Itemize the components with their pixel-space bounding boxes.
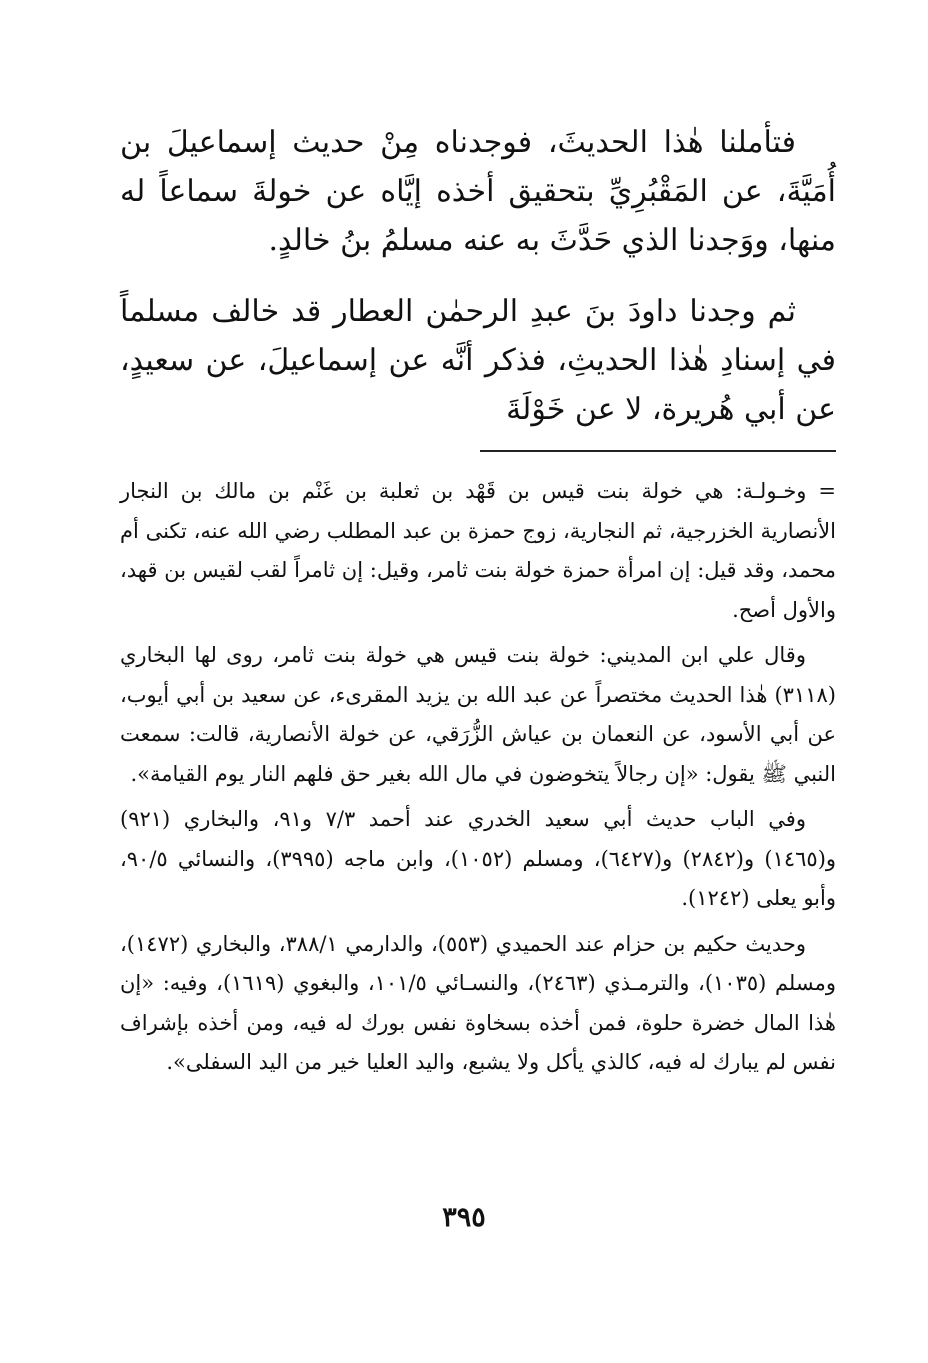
main-paragraph-1: فتأملنا هٰذا الحديثَ، فوجدناه مِنْ حديث إسماعيلَ بن أُمَيَّةَ، عن المَقْبُرِيِّ بتحقيق أخذه إيَّاه عن خولةَ سماعاً له منها، ووَجدنا الذي حَدَّثَ به عنه مسلمُ بنُ خالدٍ. (120, 125, 836, 258)
page-number: ٣٩٥ (442, 1202, 486, 1233)
footnote-separator (480, 450, 836, 452)
footnote-paragraph-1: = وخـولـة: هي خولة بنت قيس بن قَهْد بن ثعلبة بن غَنْم بن مالك بن النجار الأنصارية الخزرجية، ثم النجارية، زوج حمزة بن عبد المطلب رضي الله عنه، تكنى أم محمد، وقد قيل: إن امرأة حمزة خولة بنت ثامر، وقيل: إن ثامراً لقب لقيس بن قهد، والأول أصح. (120, 479, 836, 622)
footnote-paragraph-3: وفي الباب حديث أبي سعيد الخدري عند أحمد ٧/٣ و٩١، والبخاري (٩٢١) و(١٤٦٥) و(٢٨٤٢) و(٦٤٢٧)، ومسلم (١٠٥٢)، وابن ماجه (٣٩٩٥)، والنسائي ٩٠/٥، وأبو يعلى (١٢٤٢). (120, 807, 837, 910)
footnote-paragraph-4: وحديث حكيم بن حزام عند الحميدي (٥٥٣)، والدارمي ٣٨٨/١، والبخاري (١٤٧٢)، ومسلم (١٠٣٥)، والترمـذي (٢٤٦٣)، والنسـائي ١٠١/٥، والبغوي (١٦١٩)، وفيه: «إن هٰذا المال خضرة حلوة، فمن أخذه بسخاوة نفس بورك له فيه، ومن أخذه بإشراف نفس لم يبارك له فيه، كالذي يأكل ولا يشبع، واليد العليا خير من اليد السفلى». (120, 931, 837, 1074)
footnote-paragraph-2: وقال علي ابن المديني: خولة بنت قيس هي خولة بنت ثامر، روى لها البخاري (٣١١٨) هٰذا الحديث مختصراً عن عبد الله بن يزيد المقرىء، عن سعيد بن أبي أيوب، عن أبي الأسود، عن النعمان بن عياش الزُّرَقي، عن خولة الأنصارية، قالت: سمعت النبي ﷺ يقول: «إن رجالاً يتخوضون في مال الله بغير حق فلهم النار يوم القيامة». (120, 643, 836, 786)
footnotes-section (120, 472, 836, 1083)
main-paragraph-2: ثم وجدنا داودَ بنَ عبدِ الرحمٰن العطار قد خالف مسلماً في إسنادِ هٰذا الحديثِ، فذكر أنَّه عن إسماعيلَ، عن سعيدٍ، عن أبي هُريرة، لا عن خَوْلَةَ (120, 294, 836, 427)
page-body (120, 118, 836, 1089)
